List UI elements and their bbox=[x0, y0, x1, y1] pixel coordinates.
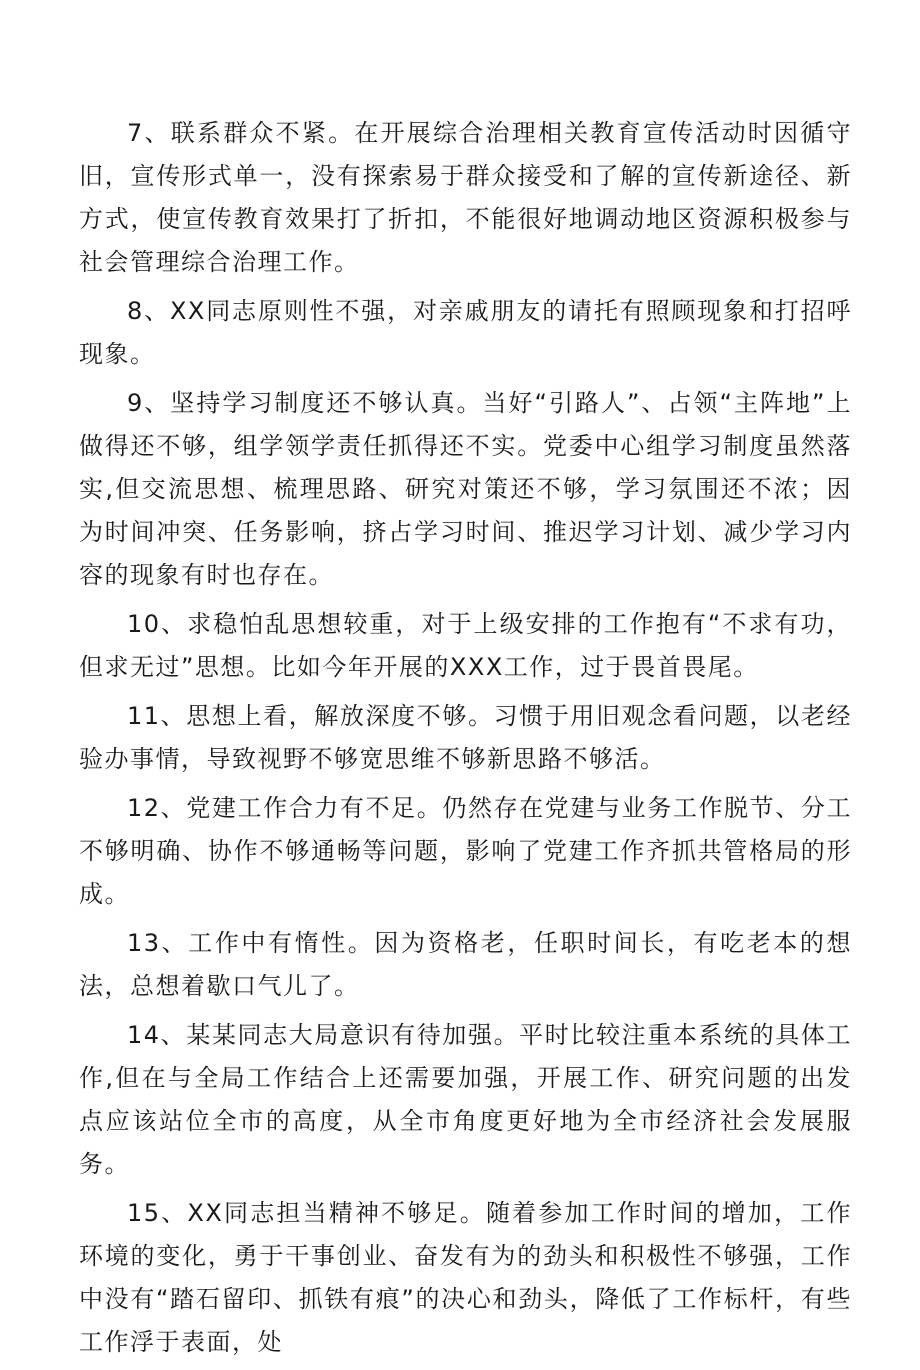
paragraph-item-15: 15、XX同志担当精神不够足。随着参加工作时间的增加，工作环境的变化，勇于干事创业、奋发有为的劲头和积极性不够强，工作中没有“踏石留印、抓铁有痕”的决心和劲头，降低了工作标杆，有些工作浮于表面，处 bbox=[79, 1199, 852, 1356]
paragraph-item-7: 7、联系群众不紧。在开展综合治理相关教育宣传活动时因循守旧，宣传形式单一，没有探索易于群众接受和了解的宣传新途径、新方式，使宣传教育效果打了折扣，不能很好地调动地区资源积极参与社会管理综合治理工作。 bbox=[79, 119, 852, 276]
document-body bbox=[79, 112, 852, 1370]
paragraph-item-11: 11、思想上看，解放深度不够。习惯于用旧观念看问题，以老经验办事情，导致视野不够宽思维不够新思路不够活。 bbox=[79, 702, 852, 773]
paragraph-item-8: 8、XX同志原则性不强，对亲戚朋友的请托有照顾现象和打招呼现象。 bbox=[79, 297, 852, 368]
paragraph-item-13: 13、工作中有惰性。因为资格老，任职时间长，有吃老本的想法，总想着歇口气儿了。 bbox=[79, 929, 852, 1000]
paragraph-item-9: 9、坚持学习制度还不够认真。当好“引路人”、占领“主阵地”上做得还不够，组学领学责任抓得还不实。党委中心组学习制度虽然落实,但交流思想、梳理思路、研究对策还不够，学习氛围还不浓；因为时间冲突、任务影响，挤占学习时间、推迟学习计划、减少学习内容的现象有时也存在。 bbox=[79, 389, 852, 589]
paragraph-item-10: 10、求稳怕乱思想较重，对于上级安排的工作抱有“不求有功，但求无过”思想。比如今年开展的XXX工作，过于畏首畏尾。 bbox=[79, 610, 852, 681]
paragraph-item-14: 14、某某同志大局意识有待加强。平时比较注重本系统的具体工作,但在与全局工作结合上还需要加强，开展工作、研究问题的出发点应该站位全市的高度，从全市角度更好地为全市经济社会发展服务。 bbox=[79, 1021, 852, 1178]
paragraph-item-12: 12、党建工作合力有不足。仍然存在党建与业务工作脱节、分工不够明确、协作不够通畅等问题，影响了党建工作齐抓共管格局的形成。 bbox=[79, 794, 852, 908]
